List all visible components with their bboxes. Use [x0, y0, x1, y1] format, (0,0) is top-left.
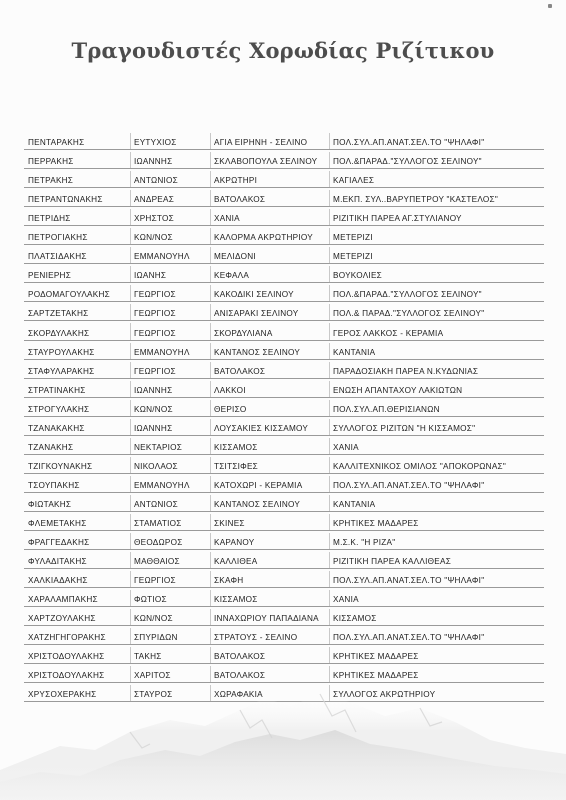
table-row	[24, 550, 544, 569]
surname-cell: ΠΕΤΡΙΔΗΣ	[28, 214, 71, 224]
column-divider	[130, 171, 131, 187]
association-cell: ΚΡΗΤΙΚΕΣ ΜΑΔΑΡΕΣ	[333, 652, 419, 662]
column-divider	[329, 209, 330, 225]
column-divider	[130, 266, 131, 282]
column-divider	[329, 552, 330, 568]
village-cell: ΜΕΛΙΔΟΝΙ	[214, 252, 256, 262]
village-cell: ΧΩΡΑΦΑΚΙΑ	[214, 690, 263, 700]
column-divider	[210, 533, 211, 549]
surname-cell: ΧΡΙΣΤΟΔΟΥΛΑΚΗΣ	[28, 652, 105, 662]
table-row	[24, 455, 544, 474]
column-divider	[130, 323, 131, 339]
column-divider	[329, 304, 330, 320]
association-cell: ΚΑΝΤΑΝΙΑ	[333, 347, 376, 357]
first-name-cell: ΕΜΜΑΝΟΥΗΛ	[134, 480, 190, 490]
column-divider	[329, 323, 330, 339]
association-cell: ΠΟΛ.&ΠΑΡΑΔ."ΣΥΛΛΟΓΟΣ ΣΕΛΙΝΟΥ"	[333, 157, 482, 167]
village-cell: ΚΙΣΣΑΜΟΣ	[214, 595, 258, 605]
surname-cell: ΠΕΤΡΑΝΤΩΝΑΚΗΣ	[28, 195, 103, 205]
association-cell: ΧΑΝΙΑ	[333, 595, 359, 605]
surname-cell: ΣΑΡΤΖΕΤΑΚΗΣ	[28, 309, 89, 319]
first-name-cell: ΓΕΩΡΓΙΟΣ	[134, 366, 176, 376]
village-cell: ΛΑΚΚΟΙ	[214, 385, 246, 395]
table-row	[24, 379, 544, 398]
table-row	[24, 626, 544, 645]
column-divider	[210, 514, 211, 530]
surname-cell: ΤΖΙΓΚΟΥΝΑΚΗΣ	[28, 461, 93, 471]
column-divider	[329, 228, 330, 244]
column-divider	[210, 476, 211, 492]
column-divider	[130, 609, 131, 625]
association-cell: ΠΟΛ.& ΠΑΡΑΔ."ΣΥΛΛΟΓΟΣ ΣΕΛΙΝΟΥ"	[333, 309, 485, 319]
surname-cell: ΣΤΡΑΤΙΝΑΚΗΣ	[28, 385, 86, 395]
surname-cell: ΠΕΤΡΑΚΗΣ	[28, 176, 74, 186]
first-name-cell: ΚΩΝ/ΝΟΣ	[134, 233, 173, 243]
association-cell: ΚΡΗΤΙΚΕΣ ΜΑΔΑΡΕΣ	[333, 518, 419, 528]
column-divider	[329, 171, 330, 187]
column-divider	[130, 247, 131, 263]
column-divider	[329, 571, 330, 587]
column-divider	[329, 514, 330, 530]
association-cell: ΜΕΤΕΡΙΖΙ	[333, 233, 373, 243]
table-row	[24, 398, 544, 417]
column-divider	[210, 209, 211, 225]
association-cell: ΠΟΛ.ΣΥΛ.ΑΠ.ΑΝΑΤ.ΣΕΛ.ΤΟ "ΨΗΛΑΦΙ"	[333, 480, 485, 490]
village-cell: ΚΑΛΟΡΜΑ ΑΚΡΩΤΗΡΙΟΥ	[214, 233, 313, 243]
first-name-cell: ΓΕΩΡΓΙΟΣ	[134, 290, 176, 300]
column-divider	[130, 285, 131, 301]
column-divider	[130, 209, 131, 225]
table-row	[24, 493, 544, 512]
column-divider	[329, 609, 330, 625]
table-row	[24, 169, 544, 188]
village-cell: ΚΑΝΤΑΝΟΣ ΣΕΛΙΝΟΥ	[214, 347, 301, 357]
surname-cell: ΦΡΑΓΓΕΔΑΚΗΣ	[28, 538, 90, 548]
first-name-cell: ΓΕΩΡΓΙΟΣ	[134, 328, 176, 338]
column-divider	[130, 457, 131, 473]
table-row	[24, 474, 544, 493]
column-divider	[329, 533, 330, 549]
table-row	[24, 588, 544, 607]
village-cell: ΘΕΡΙΣΟ	[214, 404, 247, 414]
surname-cell: ΤΖΑΝΑΚΗΣ	[28, 442, 74, 452]
association-cell: Μ.Σ.Κ. "Η ΡΙΖΑ"	[333, 538, 396, 548]
column-divider	[210, 133, 211, 149]
first-name-cell: ΣΤΑΜΑΤΙΟΣ	[134, 518, 182, 528]
village-cell: ΧΑΝΙΑ	[214, 214, 240, 224]
surname-cell: ΠΛΑΤΣΙΔΑΚΗΣ	[28, 252, 87, 262]
table-row	[24, 188, 544, 207]
column-divider	[210, 552, 211, 568]
village-cell: ΤΣΙΤΣΙΦΕΣ	[214, 461, 258, 471]
column-divider	[329, 476, 330, 492]
table-row	[24, 150, 544, 169]
association-cell: ΚΑΛΛΙΤΕΧΝΙΚΟΣ ΟΜΙΛΟΣ "ΑΠΟΚΟΡΩΝΑΣ"	[333, 461, 507, 471]
column-divider	[210, 571, 211, 587]
association-cell: ΠΟΛ.&ΠΑΡΑΔ."ΣΥΛΛΟΓΟΣ ΣΕΛΙΝΟΥ"	[333, 290, 482, 300]
surname-cell: ΦΙΩΤΑΚΗΣ	[28, 499, 72, 509]
column-divider	[210, 228, 211, 244]
column-divider	[329, 285, 330, 301]
association-cell: ΠΟΛ.ΣΥΛ.ΑΠ.ΑΝΑΤ.ΣΕΛ.ΤΟ "ΨΗΛΑΦΙ"	[333, 633, 485, 643]
village-cell: ΒΑΤΟΛΑΚΟΣ	[214, 195, 266, 205]
column-divider	[210, 266, 211, 282]
column-divider	[130, 362, 131, 378]
association-cell: ΣΥΛΛΟΓΟΣ ΡΙΖΙΤΩΝ "Η ΚΙΣΣΑΜΟΣ"	[333, 423, 476, 433]
column-divider	[130, 533, 131, 549]
column-divider	[210, 400, 211, 416]
table-row	[24, 245, 544, 264]
village-cell: ΣΚΙΝΕΣ	[214, 518, 245, 528]
first-name-cell: ΑΝΤΩΝΙΟΣ	[134, 176, 178, 186]
surname-cell: ΡΟΔΟΜΑΓΟΥΛΑΚΗΣ	[28, 290, 110, 300]
first-name-cell: ΘΕΟΔΩΡΟΣ	[134, 538, 183, 548]
column-divider	[210, 152, 211, 168]
column-divider	[130, 419, 131, 435]
surname-cell: ΠΕΤΡΟΓΙΑΚΗΣ	[28, 233, 88, 243]
surname-cell: ΦΥΛΑΔΙΤΑΚΗΣ	[28, 557, 87, 567]
village-cell: ΣΤΡΑΤΟΥΣ - ΣΕΛΙΝΟ	[214, 633, 298, 643]
association-cell: ΠΑΡΑΔΟΣΙΑΚΗ ΠΑΡΕΑ Ν.ΚΥΔΩΝΙΑΣ	[333, 366, 479, 376]
column-divider	[329, 590, 330, 606]
surname-cell: ΧΑΡΤΖΟΥΛΑΚΗΣ	[28, 614, 96, 624]
village-cell: ΚΑΝΤΑΝΟΣ ΣΕΛΙΝΟΥ	[214, 499, 301, 509]
surname-cell: ΧΑΛΚΙΑΔΑΚΗΣ	[28, 576, 88, 586]
surname-cell: ΡΕΝΙΕΡΗΣ	[28, 271, 72, 281]
table-row	[24, 436, 544, 455]
column-divider	[329, 438, 330, 454]
column-divider	[210, 381, 211, 397]
association-cell: ΡΙΖΙΤΙΚΗ ΠΑΡΕΑ ΑΓ.ΣΤΥΛΙΑΝΟΥ	[333, 214, 462, 224]
surname-cell: ΠΕΝΤΑΡΑΚΗΣ	[28, 138, 85, 148]
column-divider	[329, 343, 330, 359]
column-divider	[210, 304, 211, 320]
village-cell: ΒΑΤΟΛΑΚΟΣ	[214, 366, 266, 376]
association-cell: ΚΙΣΣΑΜΟΣ	[333, 614, 377, 624]
first-name-cell: ΑΝΔΡΕΑΣ	[134, 195, 175, 205]
association-cell: ΠΟΛ.ΣΥΛ.ΑΠ.ΑΝΑΤ.ΣΕΛ.ΤΟ "ΨΗΛΑΦΙ"	[333, 576, 485, 586]
column-divider	[329, 381, 330, 397]
surname-cell: ΧΡΙΣΤΟΔΟΥΛΑΚΗΣ	[28, 671, 105, 681]
column-divider	[130, 152, 131, 168]
village-cell: ΚΑΛΛΙΘΕΑ	[214, 557, 258, 567]
surname-cell: ΦΛΕΜΕΤΑΚΗΣ	[28, 518, 87, 528]
surname-cell: ΣΤΡΟΓΥΛΑΚΗΣ	[28, 404, 90, 414]
first-name-cell: ΚΩΝ/ΝΟΣ	[134, 404, 173, 414]
association-cell: ΚΑΓΙΑΛΕΣ	[333, 176, 375, 186]
surname-cell: ΤΖΑΝΑΚΑΚΗΣ	[28, 423, 85, 433]
first-name-cell: ΙΩΑΝΝΗΣ	[134, 157, 173, 167]
column-divider	[210, 323, 211, 339]
village-cell: ΣΚΟΡΔΥΛΙΑΝΑ	[214, 328, 273, 338]
association-cell: ΠΟΛ.ΣΥΛ.ΑΠ.ΘΕΡΙΣΙΑΝΩΝ	[333, 404, 440, 414]
village-cell: ΣΚΑΦΗ	[214, 576, 244, 586]
village-cell: ΚΑΚΟΔΙΚΙ ΣΕΛΙΝΟΥ	[214, 290, 294, 300]
column-divider	[210, 362, 211, 378]
first-name-cell: ΧΡΗΣΤΟΣ	[134, 214, 174, 224]
surname-cell: ΤΣΟΥΠΑΚΗΣ	[28, 480, 80, 490]
column-divider	[210, 590, 211, 606]
first-name-cell: ΣΠΥΡΙΔΩΝ	[134, 633, 178, 643]
village-cell: ΑΚΡΩΤΗΡΙ	[214, 176, 258, 186]
column-divider	[130, 552, 131, 568]
column-divider	[329, 457, 330, 473]
association-cell: ΡΙΖΙΤΙΚΗ ΠΑΡΕΑ ΚΑΛΛΙΘΕΑΣ	[333, 557, 452, 567]
column-divider	[210, 628, 211, 644]
column-divider	[130, 571, 131, 587]
column-divider	[130, 495, 131, 511]
column-divider	[329, 495, 330, 511]
first-name-cell: ΝΕΚΤΑΡΙΟΣ	[134, 442, 183, 452]
table-row	[24, 283, 544, 302]
village-cell: ΚΑΤΟΧΩΡΙ - ΚΕΡΑΜΙΑ	[214, 480, 303, 490]
village-cell: ΙΝΝΑΧΩΡΙΟΥ ΠΑΠΑΔΙΑΝΑ	[214, 614, 319, 624]
column-divider	[210, 457, 211, 473]
column-divider	[210, 438, 211, 454]
column-divider	[130, 190, 131, 206]
association-cell: ΒΟΥΚΟΛΙΕΣ	[333, 271, 382, 281]
table-row	[24, 512, 544, 531]
village-cell: ΚΑΡΑΝΟΥ	[214, 538, 255, 548]
surname-cell: ΧΡΥΣΟΧΕΡΑΚΗΣ	[28, 690, 97, 700]
first-name-cell: ΕΜΜΑΝΟΥΗΛ	[134, 347, 190, 357]
village-cell: ΚΙΣΣΑΜΟΣ	[214, 442, 258, 452]
column-divider	[130, 228, 131, 244]
table-row	[24, 531, 544, 550]
association-cell: ΣΥΛΛΟΓΟΣ ΑΚΡΩΤΗΡΙΟΥ	[333, 690, 436, 700]
table-row	[24, 341, 544, 360]
scan-mark	[548, 4, 552, 8]
village-cell: ΒΑΤΟΛΑΚΟΣ	[214, 652, 266, 662]
column-divider	[329, 362, 330, 378]
association-cell: Μ.ΕΚΠ. ΣΥΛ..ΒΑΡΥΠΕΤΡΟΥ "ΚΑΣΤΕΛΟΣ"	[333, 195, 499, 205]
village-cell: ΣΚΛΑΒΟΠΟΥΛΑ ΣΕΛΙΝΟΥ	[214, 157, 318, 167]
first-name-cell: ΜΑΘΘΑΙΟΣ	[134, 557, 180, 567]
page-title: Τραγουδιστές Χορωδίας Ριζίτικου	[71, 38, 495, 63]
surname-cell: ΣΤΑΥΡΟΥΛΑΚΗΣ	[28, 347, 95, 357]
association-cell: ΧΑΝΙΑ	[333, 442, 359, 452]
table-row	[24, 417, 544, 436]
column-divider	[210, 171, 211, 187]
column-divider	[210, 495, 211, 511]
association-cell: ΚΑΝΤΑΝΙΑ	[333, 499, 376, 509]
association-cell: ΚΡΗΤΙΚΕΣ ΜΑΔΑΡΕΣ	[333, 671, 419, 681]
first-name-cell: ΣΤΑΥΡΟΣ	[134, 690, 173, 700]
table-row	[24, 360, 544, 379]
first-name-cell: ΚΩΝ/ΝΟΣ	[134, 614, 173, 624]
table-row	[24, 264, 544, 283]
table-row	[24, 607, 544, 626]
column-divider	[329, 400, 330, 416]
surname-cell: ΣΚΟΡΔΥΛΑΚΗΣ	[28, 328, 90, 338]
first-name-cell: ΓΕΩΡΓΙΟΣ	[134, 576, 176, 586]
column-divider	[130, 438, 131, 454]
association-cell: ΕΝΩΣΗ ΑΠΑΝΤΑΧΟΥ ΛΑΚΙΩΤΩΝ	[333, 385, 463, 395]
first-name-cell: ΕΜΜΑΝΟΥΗΛ	[134, 252, 190, 262]
village-cell: ΛΟΥΣΑΚΙΕΣ ΚΙΣΣΑΜΟΥ	[214, 423, 309, 433]
village-cell: ΑΓΙΑ ΕΙΡΗΝΗ - ΣΕΛΙΝΟ	[214, 138, 308, 148]
first-name-cell: ΕΥΤΥΧΙΟΣ	[134, 138, 177, 148]
table-row	[24, 321, 544, 340]
column-divider	[130, 476, 131, 492]
column-divider	[130, 400, 131, 416]
first-name-cell: ΝΙΚΟΛΑΟΣ	[134, 461, 178, 471]
column-divider	[210, 285, 211, 301]
column-divider	[130, 628, 131, 644]
column-divider	[329, 133, 330, 149]
village-cell: ΚΕΦΑΛΑ	[214, 271, 250, 281]
column-divider	[210, 247, 211, 263]
first-name-cell: ΙΩΑΝΝΗΣ	[134, 385, 173, 395]
column-divider	[329, 190, 330, 206]
column-divider	[329, 266, 330, 282]
surname-cell: ΧΑΡΑΛΑΜΠΑΚΗΣ	[28, 595, 98, 605]
first-name-cell: ΙΩΑΝΗΣ	[134, 271, 167, 281]
column-divider	[329, 419, 330, 435]
column-divider	[130, 381, 131, 397]
table-row	[24, 226, 544, 245]
table-row	[24, 302, 544, 321]
column-divider	[329, 152, 330, 168]
association-cell: ΠΟΛ.ΣΥΛ.ΑΠ.ΑΝΑΤ.ΣΕΛ.ΤΟ "ΨΗΛΑΦΙ"	[333, 138, 485, 148]
column-divider	[210, 609, 211, 625]
column-divider	[130, 514, 131, 530]
column-divider	[210, 419, 211, 435]
first-name-cell: ΧΑΡΙΤΟΣ	[134, 671, 171, 681]
association-cell: ΓΕΡΟΣ ΛΑΚΚΟΣ - ΚΕΡΑΜΙΑ	[333, 328, 444, 338]
column-divider	[329, 247, 330, 263]
table-row	[24, 131, 544, 150]
column-divider	[130, 304, 131, 320]
column-divider	[329, 628, 330, 644]
first-name-cell: ΤΑΚΗΣ	[134, 652, 162, 662]
table-row	[24, 569, 544, 588]
column-divider	[130, 590, 131, 606]
village-cell: ΒΑΤΟΛΑΚΟΣ	[214, 671, 266, 681]
first-name-cell: ΓΕΩΡΓΙΟΣ	[134, 309, 176, 319]
first-name-cell: ΑΝΤΩΝΙΟΣ	[134, 499, 178, 509]
column-divider	[210, 190, 211, 206]
table-row	[24, 207, 544, 226]
column-divider	[130, 343, 131, 359]
surname-cell: ΣΤΑΦΥΛΑΡΑΚΗΣ	[28, 366, 95, 376]
members-table	[24, 131, 544, 702]
surname-cell: ΠΕΡΡΑΚΗΣ	[28, 157, 74, 167]
first-name-cell: ΙΩΑΝΝΗΣ	[134, 423, 173, 433]
village-cell: ΑΝΙΣΑΡΑΚΙ ΣΕΛΙΝΟΥ	[214, 309, 299, 319]
surname-cell: ΧΑΤΖΗΓΗΓΟΡΑΚΗΣ	[28, 633, 106, 643]
first-name-cell: ΦΩΤΙΟΣ	[134, 595, 167, 605]
column-divider	[210, 343, 211, 359]
association-cell: ΜΕΤΕΡΙΖΙ	[333, 252, 373, 262]
column-divider	[130, 133, 131, 149]
mountain-watermark	[0, 650, 566, 800]
